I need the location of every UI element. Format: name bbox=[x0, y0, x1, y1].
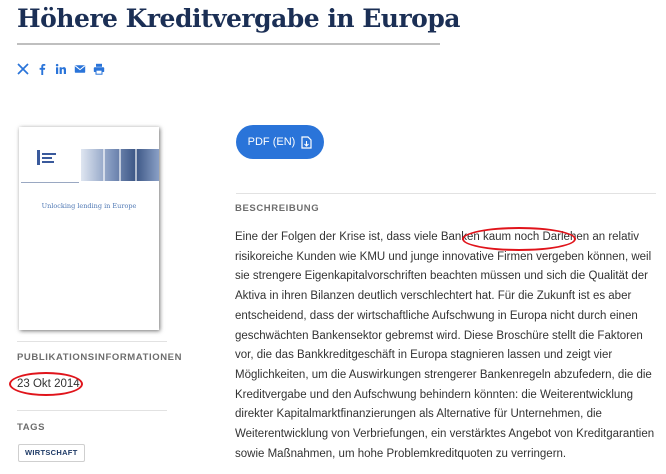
title-divider bbox=[17, 43, 440, 45]
divider bbox=[17, 341, 167, 342]
publication-cover-image[interactable] bbox=[19, 127, 159, 330]
cover-title: Unlocking lending in Europe bbox=[41, 202, 137, 210]
description-text: Eine der Folgen der Krise ist, dass viele Banken kaum noch Darlehen an relativ risikoreiche Kunden wie KMU und junge innovative Firmen vergeben können, weil sie strengere Eigenkapitalvorschriften beachten müssen und sich die Qualität der Aktiva in ihren Bilanzen deutlich verschlechtert hat. Für die Zukunft ist es aber entscheidend, dass der wirtschaftliche Aufschwung in Europa nicht durch einen geschwächten Bankensektor gebremst wird. Diese Broschüre stellt die Faktoren vor, die das Bankkreditgeschäft in Europa stagnieren lassen und zeigt vier Möglichkeiten, um die Auswirkungen strengerer Bankenregeln abzufedern, die die Kreditvergabe und den Aufschwung behindern könnten: die Weiterentwicklung direkter Kapitalmarktfinanzierungen als Alternative für Unternehmen, die Weiterentwicklung von Verbriefungen, ein verstärktes Angebot von Kreditgarantien sowie Maßnahmen, um hohe Problemkreditquoten zu verringern. bbox=[235, 231, 655, 460]
tags-heading: TAGS bbox=[17, 422, 46, 433]
page-title: Höhere Kreditvergabe in Europa bbox=[17, 4, 460, 33]
cover-logo bbox=[37, 150, 71, 165]
email-icon[interactable] bbox=[74, 63, 86, 75]
linkedin-icon[interactable] bbox=[55, 63, 67, 75]
file-download-icon bbox=[301, 136, 312, 149]
pdf-button-label: PDF (EN) bbox=[247, 136, 296, 148]
share-bar bbox=[17, 63, 105, 75]
cover-graphic bbox=[81, 149, 159, 181]
description-heading: BESCHREIBUNG bbox=[235, 203, 320, 214]
print-icon[interactable] bbox=[93, 63, 105, 75]
publication-info-heading: PUBLIKATIONSINFORMATIONEN bbox=[17, 352, 183, 363]
divider bbox=[17, 410, 167, 411]
pdf-download-button[interactable] bbox=[236, 125, 324, 159]
facebook-icon[interactable] bbox=[36, 63, 48, 75]
x-icon[interactable] bbox=[17, 63, 29, 75]
publication-date: 23 Okt 2014 bbox=[17, 378, 80, 390]
divider bbox=[236, 193, 656, 194]
tag-wirtschaft[interactable]: WIRTSCHAFT bbox=[18, 444, 85, 462]
